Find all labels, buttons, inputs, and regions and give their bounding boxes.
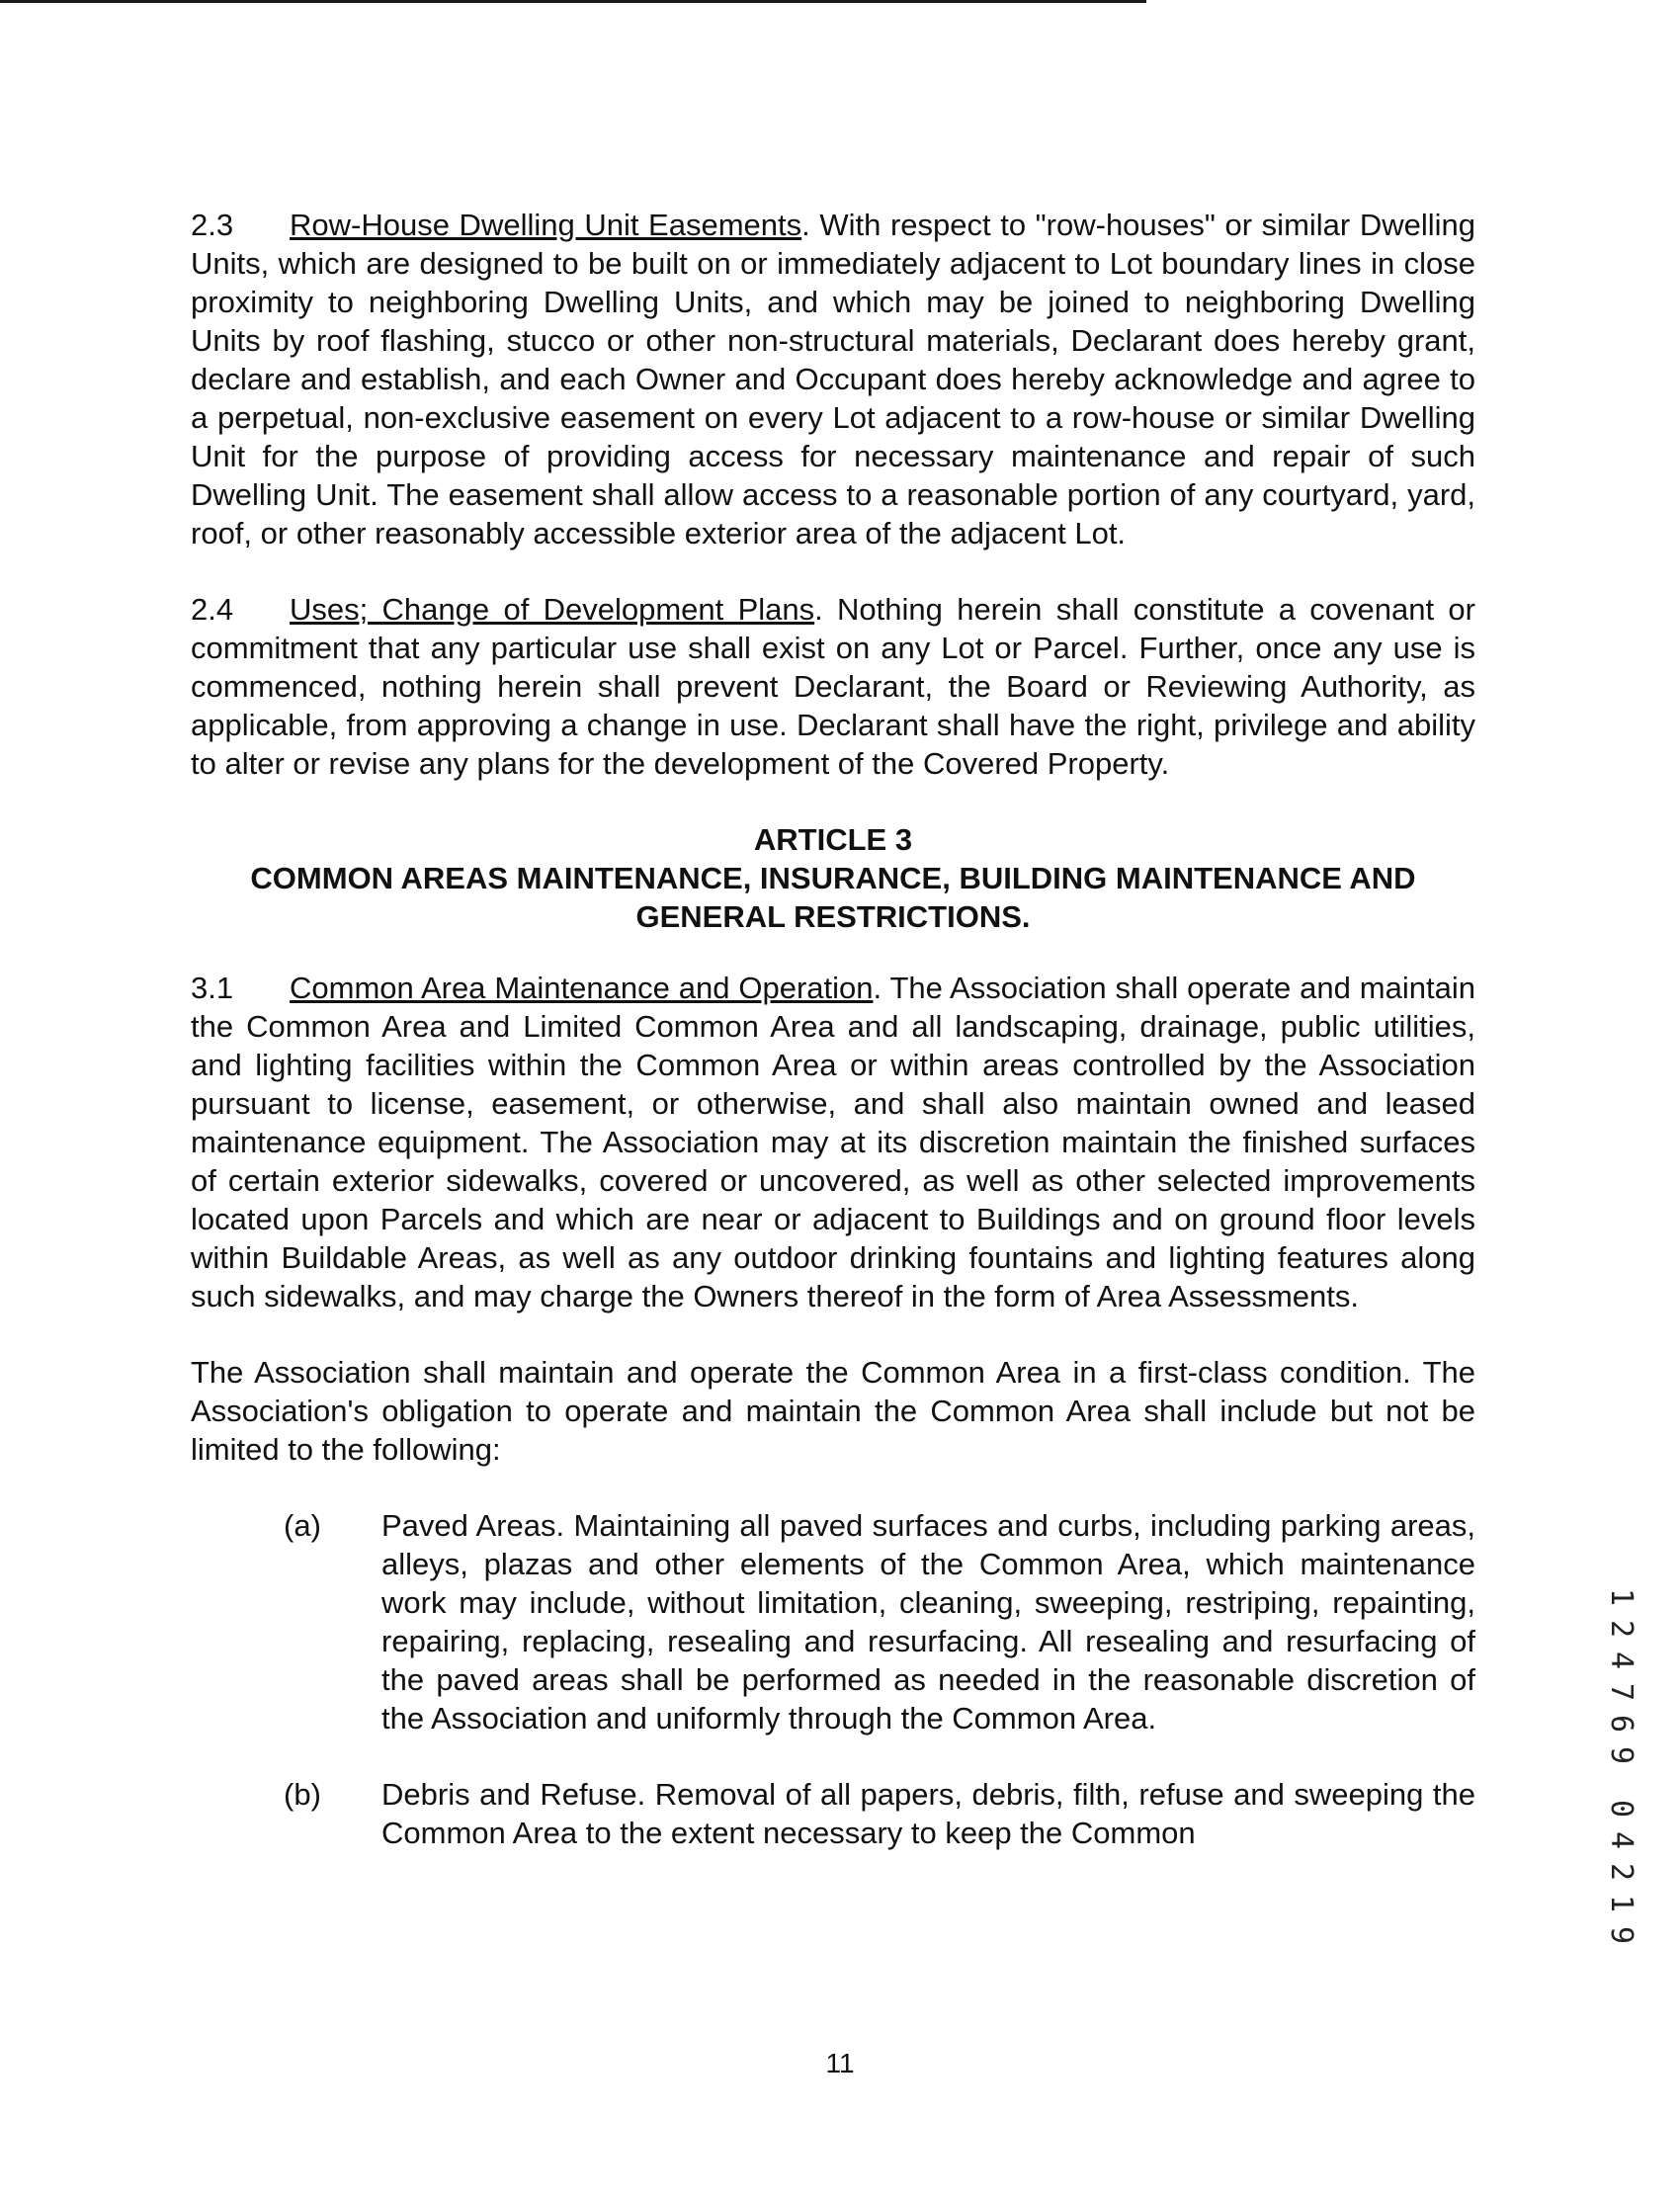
list-item: [191, 1506, 1475, 1737]
section-heading: Uses; Change of Development Plans: [290, 592, 815, 627]
stamp-digit: 1: [1604, 1587, 1638, 1607]
section-heading: Row-House Dwelling Unit Easements: [290, 208, 802, 242]
obligations-intro: The Association shall maintain and operate the Common Area in a first-class condition. The Association's obligation to operate and maintain the Common Area shall include but not be limited to the following:: [191, 1355, 1475, 1467]
recording-number-render: [1601, 1581, 1640, 1951]
section-body: . With respect to "row-houses" or similar Dwelling Units, which are designed to be built on or immediately adjacent to Lot boundary lines in close proximity to neighboring Dwelling Units, and which may be joined to neighboring Dwelling Units by roof flashing, stucco or other non-structural materials, Declarant does hereby grant, declare and establish, and each Owner and Occupant does hereby acknowledge and agree to a perpetual, non-exclusive easement on every Lot adjacent to a row-house or similar Dwelling Unit for the purpose of providing access for necessary maintenance and repair of such Dwelling Unit. The easement shall allow access to a reasonable portion of any courtyard, yard, roof, or other reasonably accessible exterior area of the adjacent Lot.: [191, 208, 1475, 550]
section-body: . Nothing herein shall constitute a covenant or commitment that any particular use shall exist on any Lot or Parcel. Further, once any use is commenced, nothing herein shall prevent Declarant, the Board or Reviewing Authority, as applicable, from approving a change in use. Declarant shall have the right, privilege and ability to alter or revise any plans for the development of the Covered Property.: [191, 592, 1475, 781]
stamp-digit: 7: [1604, 1682, 1638, 1702]
section-number: 3.1: [191, 971, 234, 1005]
list-item-label: (b): [284, 1777, 321, 1812]
stamp-digit: 9: [1604, 1745, 1638, 1765]
stamp-digit: 0: [1604, 1799, 1638, 1819]
list-item-text: Debris and Refuse. Removal of all papers, debris, filth, refuse and sweeping the Common Area to the extent necessary to keep the Common: [381, 1777, 1475, 1850]
stamp-digit: 6: [1604, 1714, 1638, 1734]
stamp-digit: 2: [1604, 1862, 1638, 1882]
top-scan-rule: [0, 0, 1146, 3]
section-heading: Common Area Maintenance and Operation: [290, 971, 874, 1005]
list-item-text: Paved Areas. Maintaining all paved surfaces and curbs, including parking areas, alleys, plazas and other elements of the Common Area, which maintenance work may include, without limitation, cleaning, sweeping, restriping, repainting, repairing, replacing, resealing and resurfacing. All resealing and resurfacing of the paved areas shall be performed as needed in the reasonable discretion of the Association and uniformly through the Common Area.: [381, 1508, 1475, 1736]
stamp-digit: 1: [1604, 1894, 1638, 1913]
section-3-1: [191, 969, 1475, 1315]
stamp-digit: 4: [1604, 1651, 1638, 1670]
list-item-label: (a): [284, 1508, 321, 1543]
section-2-3: [191, 206, 1475, 552]
page-number: 11: [825, 2048, 855, 2078]
article-3-title: [191, 820, 1475, 936]
article-number: ARTICLE 3: [753, 822, 913, 857]
stamp-digit: 4: [1604, 1830, 1638, 1850]
section-number: 2.3: [191, 208, 234, 242]
section-body: . The Association shall operate and maintain the Common Area and Limited Common Area and all landscaping, drainage, public utilities, and lighting facilities within the Common Area or within areas controlled by the Association pursuant to license, easement, or otherwise, and shall also maintain owned and leased maintenance equipment. The Association may at its discretion maintain the finished surfaces of certain exterior sidewalks, covered or uncovered, as well as other selected improvements located upon Parcels and which are near or adjacent to Buildings and on ground floor levels within Buildable Areas, as well as any outdoor drinking fountains and lighting features along such sidewalks, and may charge the Owners thereof in the form of Area Assessments.: [191, 971, 1475, 1313]
list-item: [191, 1775, 1475, 1852]
article-title-line1: COMMON AREAS MAINTENANCE, INSURANCE, BUILDING MAINTENANCE AND: [250, 861, 1416, 895]
article-title-line2: GENERAL RESTRICTIONS.: [635, 899, 1031, 934]
stamp-digit: 2: [1604, 1619, 1638, 1639]
stamp-digit: 9: [1604, 1925, 1638, 1945]
section-2-4: [191, 590, 1475, 783]
recording-number-stamp: [1601, 1581, 1640, 1945]
section-number: 2.4: [191, 592, 234, 627]
document-page: [191, 206, 1475, 1890]
